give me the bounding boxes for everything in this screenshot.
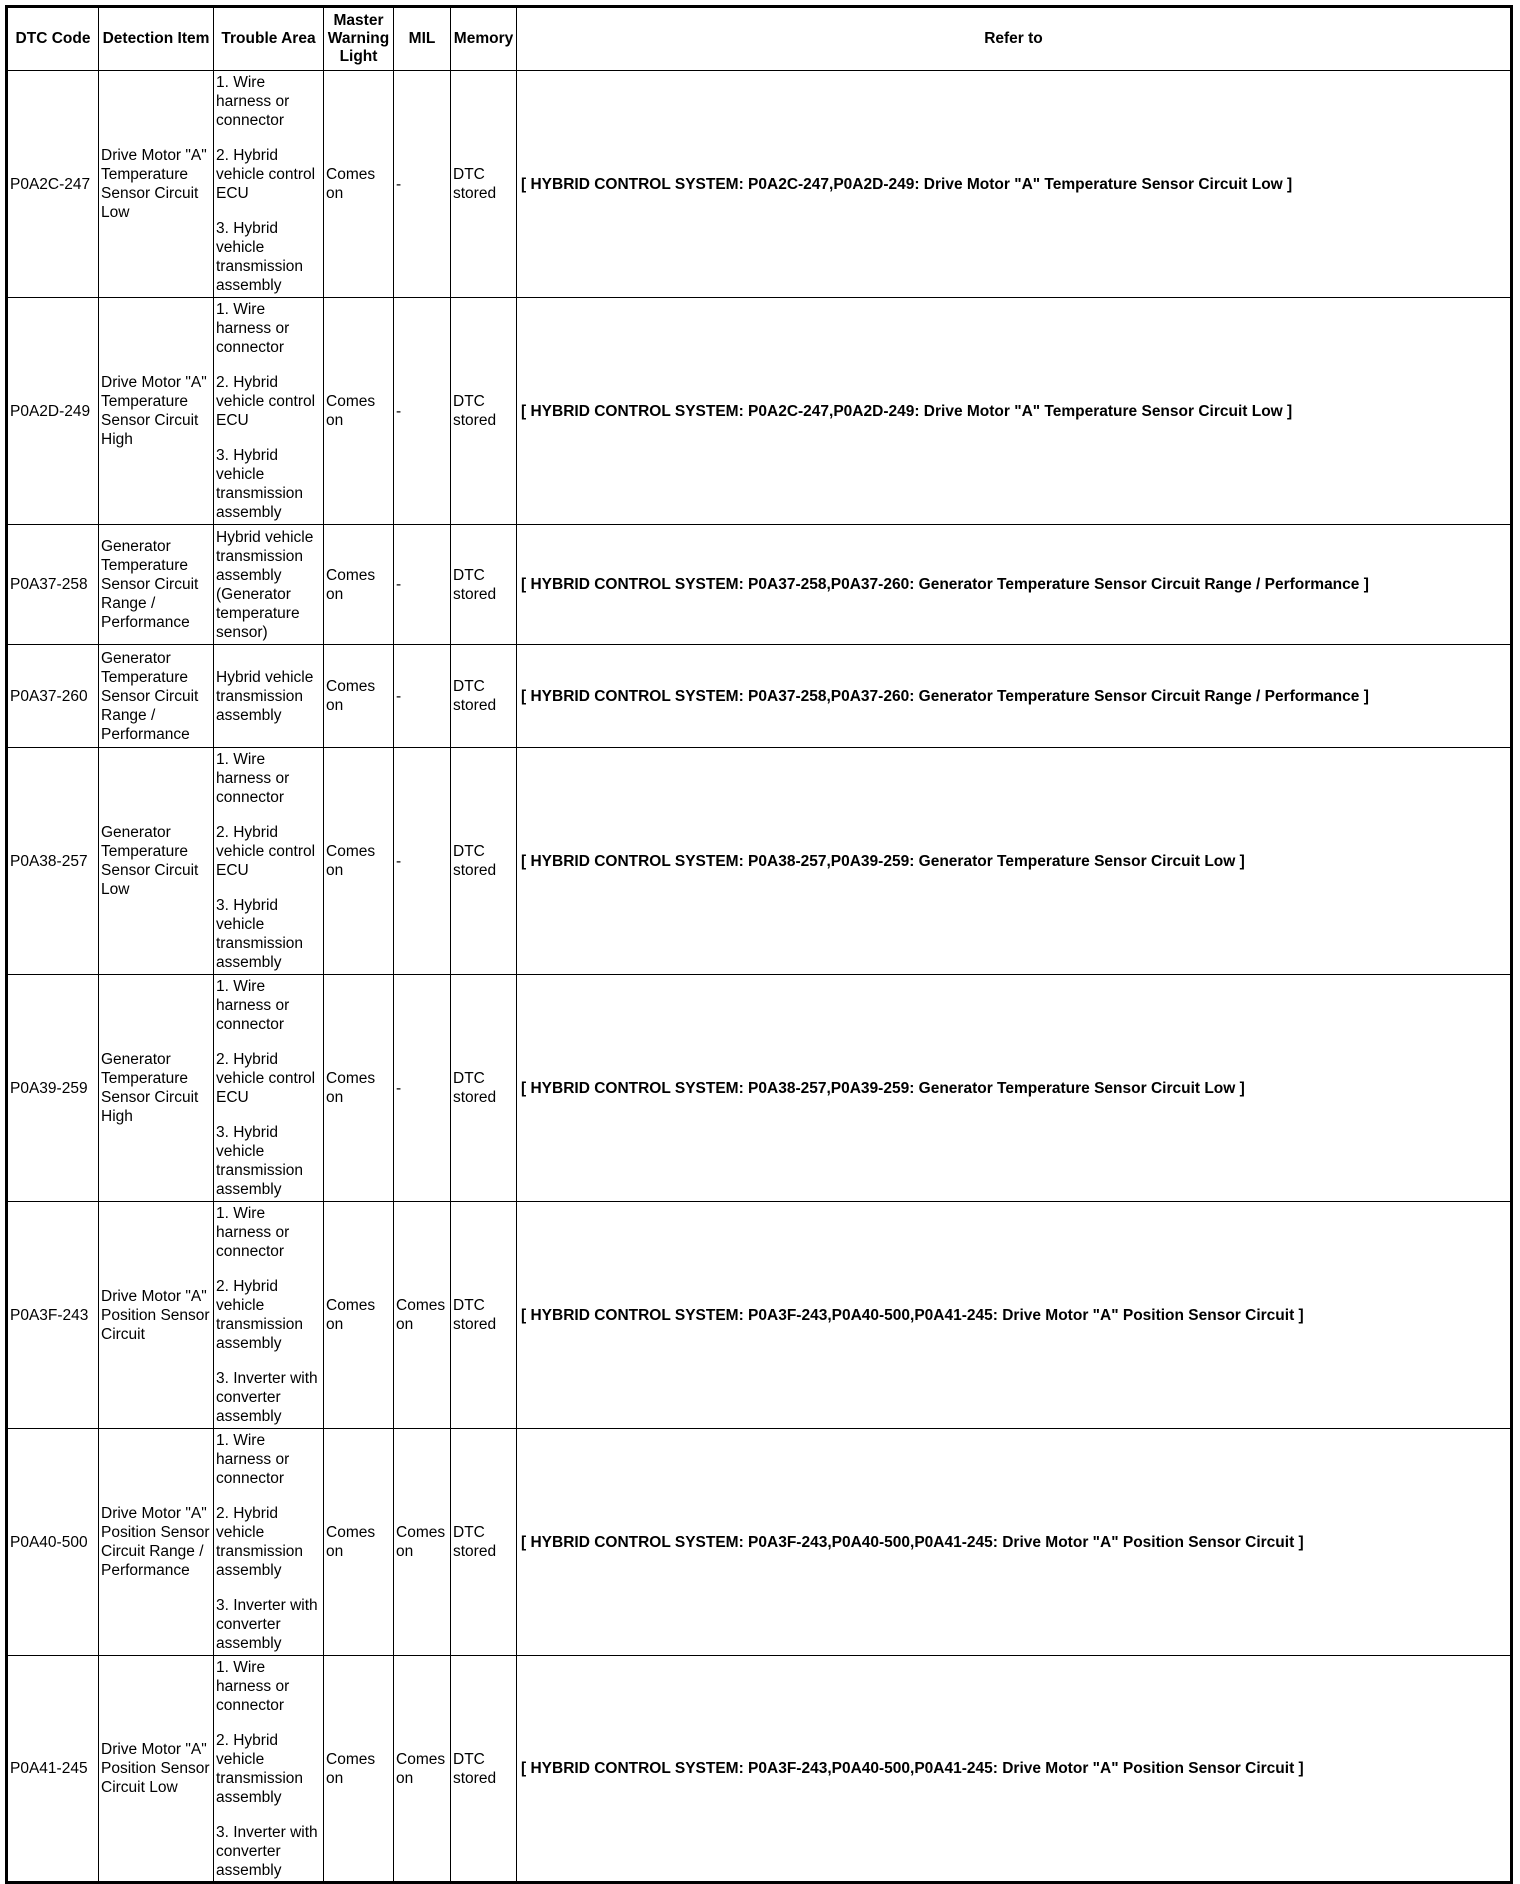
detection-item-cell: Generator Temperature Sensor Circuit Low bbox=[99, 748, 214, 975]
detection-item-cell: Drive Motor "A" Position Sensor Circuit Range / Performance bbox=[99, 1429, 214, 1656]
dtc-code-cell: P0A39-259 bbox=[7, 975, 99, 1202]
master-warning-light-cell: Comes on bbox=[324, 1656, 394, 1883]
dtc-code-cell: P0A37-258 bbox=[7, 525, 99, 645]
refer-to-link[interactable]: [ HYBRID CONTROL SYSTEM: P0A3F-243,P0A40-500,P0A41-245: Drive Motor "A" Position Sensor Circuit ] bbox=[517, 1202, 1512, 1429]
detection-item-cell: Generator Temperature Sensor Circuit Range / Performance bbox=[99, 525, 214, 645]
memory-cell: DTC stored bbox=[451, 975, 517, 1202]
dtc-code-cell: P0A41-245 bbox=[7, 1656, 99, 1883]
master-warning-light-cell: Comes on bbox=[324, 298, 394, 525]
trouble-area-item: 3. Hybrid vehicle transmission assembly bbox=[216, 1124, 303, 1198]
detection-item-cell: Drive Motor "A" Position Sensor Circuit Low bbox=[99, 1656, 214, 1883]
master-warning-light-cell: Comes on bbox=[324, 975, 394, 1202]
dtc-code-cell: P0A2C-247 bbox=[7, 71, 99, 298]
table-row bbox=[7, 525, 1512, 645]
trouble-area-item: 1. Wire harness or connector bbox=[216, 74, 290, 129]
refer-to-link[interactable]: [ HYBRID CONTROL SYSTEM: P0A3F-243,P0A40-500,P0A41-245: Drive Motor "A" Position Sensor Circuit ] bbox=[517, 1429, 1512, 1656]
dtc-code-cell: P0A38-257 bbox=[7, 748, 99, 975]
trouble-area-item: Hybrid vehicle transmission assembly bbox=[216, 668, 314, 724]
table-row bbox=[7, 645, 1512, 748]
refer-to-link[interactable]: [ HYBRID CONTROL SYSTEM: P0A2C-247,P0A2D-249: Drive Motor "A" Temperature Sensor Circuit Low ] bbox=[517, 71, 1512, 298]
mil-cell: Comes on bbox=[394, 1202, 451, 1429]
memory-cell: DTC stored bbox=[451, 1202, 517, 1429]
mil-cell: - bbox=[394, 748, 451, 975]
dtc-code-cell: P0A2D-249 bbox=[7, 298, 99, 525]
trouble-area-item: 3. Hybrid vehicle transmission assembly bbox=[216, 220, 303, 294]
trouble-area-item: 2. Hybrid vehicle control ECU bbox=[216, 1051, 316, 1106]
dtc-code-cell: P0A37-260 bbox=[7, 645, 99, 748]
refer-to-link[interactable]: [ HYBRID CONTROL SYSTEM: P0A37-258,P0A37-260: Generator Temperature Sensor Circuit Range / Performance ] bbox=[517, 525, 1512, 645]
trouble-area-item: 1. Wire harness or connector bbox=[216, 978, 290, 1033]
master-warning-light-cell: Comes on bbox=[324, 645, 394, 748]
table-row bbox=[7, 298, 1512, 525]
refer-to-link[interactable]: [ HYBRID CONTROL SYSTEM: P0A38-257,P0A39-259: Generator Temperature Sensor Circuit Low ] bbox=[517, 975, 1512, 1202]
memory-cell: DTC stored bbox=[451, 298, 517, 525]
trouble-area-item: 3. Inverter with converter assembly bbox=[216, 1823, 318, 1879]
memory-cell: DTC stored bbox=[451, 645, 517, 748]
header-mil: MIL bbox=[394, 7, 451, 71]
trouble-area-item: 2. Hybrid vehicle transmission assembly bbox=[216, 1731, 303, 1806]
memory-cell: DTC stored bbox=[451, 525, 517, 645]
trouble-area-cell bbox=[214, 298, 324, 525]
table-row bbox=[7, 1429, 1512, 1656]
trouble-area-item: 3. Inverter with converter assembly bbox=[216, 1597, 318, 1652]
master-warning-light-cell: Comes on bbox=[324, 1202, 394, 1429]
detection-item-cell: Generator Temperature Sensor Circuit Range / Performance bbox=[99, 645, 214, 748]
trouble-area-cell bbox=[214, 645, 324, 748]
dtc-table bbox=[5, 5, 1513, 1884]
header-dtc-code: DTC Code bbox=[7, 7, 99, 71]
trouble-area-item: 2. Hybrid vehicle transmission assembly bbox=[216, 1278, 303, 1352]
header-trouble-area: Trouble Area bbox=[214, 7, 324, 71]
refer-to-link[interactable]: [ HYBRID CONTROL SYSTEM: P0A37-258,P0A37-260: Generator Temperature Sensor Circuit Range / Performance ] bbox=[517, 645, 1512, 748]
table-row bbox=[7, 975, 1512, 1202]
mil-cell: Comes on bbox=[394, 1656, 451, 1883]
master-warning-light-cell: Comes on bbox=[324, 1429, 394, 1656]
header-refer-to: Refer to bbox=[517, 7, 1512, 71]
trouble-area-item: 1. Wire harness or connector bbox=[216, 751, 290, 806]
trouble-area-item: 3. Inverter with converter assembly bbox=[216, 1370, 318, 1425]
mil-cell: - bbox=[394, 71, 451, 298]
master-warning-light-cell: Comes on bbox=[324, 525, 394, 645]
refer-to-link[interactable]: [ HYBRID CONTROL SYSTEM: P0A3F-243,P0A40-500,P0A41-245: Drive Motor "A" Position Sensor Circuit ] bbox=[517, 1656, 1512, 1883]
refer-to-link[interactable]: [ HYBRID CONTROL SYSTEM: P0A2C-247,P0A2D-249: Drive Motor "A" Temperature Sensor Circuit Low ] bbox=[517, 298, 1512, 525]
detection-item-cell: Generator Temperature Sensor Circuit High bbox=[99, 975, 214, 1202]
trouble-area-cell bbox=[214, 1202, 324, 1429]
table-row bbox=[7, 1656, 1512, 1883]
detection-item-cell: Drive Motor "A" Temperature Sensor Circuit High bbox=[99, 298, 214, 525]
dtc-code-cell: P0A3F-243 bbox=[7, 1202, 99, 1429]
trouble-area-item: 1. Wire harness or connector bbox=[216, 1658, 290, 1714]
dtc-code-cell: P0A40-500 bbox=[7, 1429, 99, 1656]
header-row bbox=[7, 7, 1512, 71]
master-warning-light-cell: Comes on bbox=[324, 748, 394, 975]
trouble-area-cell bbox=[214, 1429, 324, 1656]
trouble-area-item: 2. Hybrid vehicle control ECU bbox=[216, 824, 316, 879]
memory-cell: DTC stored bbox=[451, 1429, 517, 1656]
trouble-area-item: 2. Hybrid vehicle control ECU bbox=[216, 374, 316, 429]
detection-item-cell: Drive Motor "A" Position Sensor Circuit bbox=[99, 1202, 214, 1429]
trouble-area-cell bbox=[214, 975, 324, 1202]
refer-to-link[interactable]: [ HYBRID CONTROL SYSTEM: P0A38-257,P0A39-259: Generator Temperature Sensor Circuit Low ] bbox=[517, 748, 1512, 975]
trouble-area-cell bbox=[214, 71, 324, 298]
mil-cell: - bbox=[394, 298, 451, 525]
trouble-area-item: 2. Hybrid vehicle transmission assembly bbox=[216, 1505, 303, 1579]
table-row bbox=[7, 748, 1512, 975]
header-master-warning-light: Master Warning Light bbox=[324, 7, 394, 71]
memory-cell: DTC stored bbox=[451, 1656, 517, 1883]
mil-cell: - bbox=[394, 975, 451, 1202]
trouble-area-item: 1. Wire harness or connector bbox=[216, 1205, 290, 1260]
trouble-area-item: 1. Wire harness or connector bbox=[216, 301, 290, 356]
memory-cell: DTC stored bbox=[451, 71, 517, 298]
trouble-area-cell bbox=[214, 748, 324, 975]
mil-cell: - bbox=[394, 525, 451, 645]
trouble-area-cell bbox=[214, 525, 324, 645]
table-row bbox=[7, 1202, 1512, 1429]
header-memory: Memory bbox=[451, 7, 517, 71]
memory-cell: DTC stored bbox=[451, 748, 517, 975]
mil-cell: Comes on bbox=[394, 1429, 451, 1656]
trouble-area-item: 3. Hybrid vehicle transmission assembly bbox=[216, 447, 303, 521]
header-detection-item: Detection Item bbox=[99, 7, 214, 71]
detection-item-cell: Drive Motor "A" Temperature Sensor Circuit Low bbox=[99, 71, 214, 298]
trouble-area-cell bbox=[214, 1656, 324, 1883]
trouble-area-item: 2. Hybrid vehicle control ECU bbox=[216, 147, 316, 202]
mil-cell: - bbox=[394, 645, 451, 748]
trouble-area-item: 1. Wire harness or connector bbox=[216, 1432, 290, 1487]
trouble-area-item: Hybrid vehicle transmission assembly (Generator temperature sensor) bbox=[216, 528, 314, 641]
table-row bbox=[7, 71, 1512, 298]
trouble-area-item: 3. Hybrid vehicle transmission assembly bbox=[216, 897, 303, 971]
master-warning-light-cell: Comes on bbox=[324, 71, 394, 298]
